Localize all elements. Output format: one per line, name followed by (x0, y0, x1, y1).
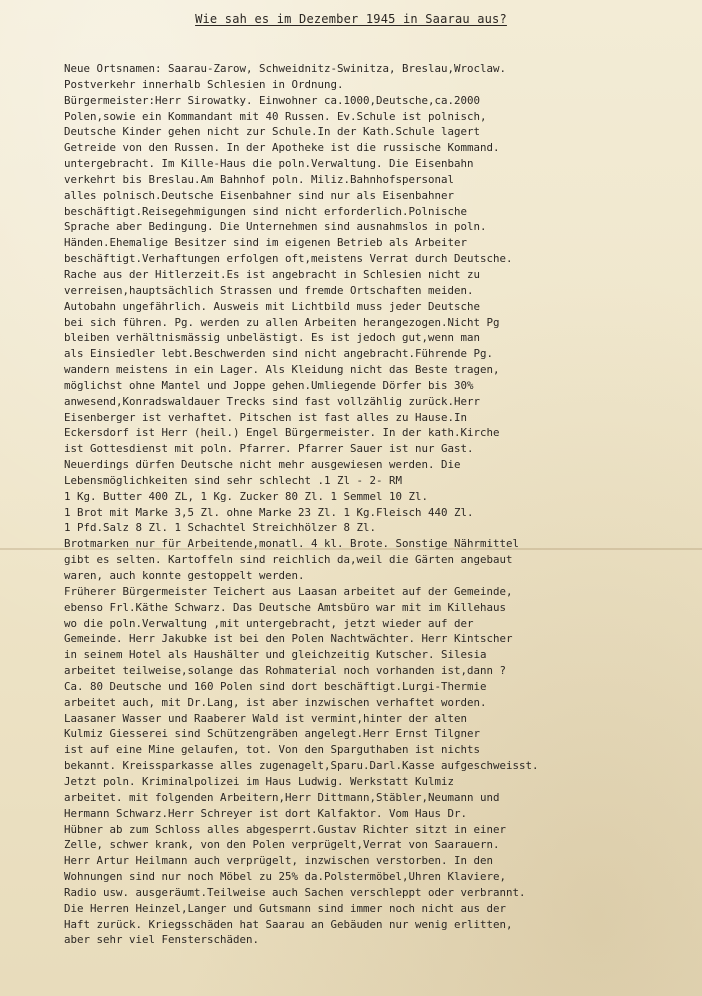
text-line: Zelle, schwer krank, von den Polen verprügelt,Verrat von Saarauern. (64, 838, 500, 852)
text-line: Kulmiz Giesserei sind Schützengräben angelegt.Herr Ernst Tilgner (64, 727, 481, 741)
text-line: 1 Brot mit Marke 3,5 Zl. ohne Marke 23 Zl. 1 Kg.Fleisch 440 Zl. (64, 505, 474, 519)
text-line: Neuerdings dürfen Deutsche nicht mehr ausgewiesen werden. Die (64, 458, 461, 472)
text-line: Händen.Ehemalige Besitzer sind im eigenen Betrieb als Arbeiter (64, 236, 468, 250)
text-line: arbeitet teilweise,solange das Rohmaterial noch vorhanden ist,dann ? (64, 664, 507, 678)
text-line: Bürgermeister:Herr Sirowatky. Einwohner ca.1000,Deutsche,ca.2000 (64, 93, 481, 107)
report-body (64, 61, 700, 948)
text-line: Ca. 80 Deutsche und 160 Polen sind dort beschäftigt.Lurgi-Thermie (64, 679, 487, 693)
text-line: Jetzt poln. Kriminalpolizei im Haus Ludwig. Werkstatt Kulmiz (64, 774, 455, 788)
text-line: verreisen,hauptsächlich Strassen und fremde Ortschaften meiden. (64, 283, 474, 297)
text-line: Postverkehr innerhalb Schlesien in Ordnung. (64, 77, 344, 91)
text-line: Radio usw. ausgeräumt.Teilweise auch Sachen verschleppt oder verbrannt. (64, 885, 526, 899)
text-line: Die Herren Heinzel,Langer und Gutsmann sind immer noch nicht aus der (64, 901, 507, 915)
text-line: waren, auch konnte gestoppelt werden. (64, 569, 305, 582)
text-line: wo die poln.Verwaltung ,mit untergebracht, jetzt wieder auf der (64, 616, 474, 630)
text-line: ist Gottesdienst mit poln. Pfarrer. Pfarrer Sauer ist nur Gast. (64, 442, 474, 456)
text-line: Getreide von den Russen. In der Apotheke ist die russische Kommand. (64, 141, 500, 155)
text-line: Deutsche Kinder gehen nicht zur Schule.In der Kath.Schule lagert (64, 125, 481, 139)
text-line: ist auf eine Mine gelaufen, tot. Von den Sparguthaben ist nichts (64, 743, 481, 757)
text-line: arbeitet auch, mit Dr.Lang, ist aber inzwischen verhaftet worden. (64, 695, 487, 709)
text-line: bei sich führen. Pg. werden zu allen Arbeiten herangezogen.Nicht Pg (64, 315, 500, 329)
text-line: anwesend,Konradswaldauer Trecks sind fast vollzählig zurück.Herr (64, 394, 481, 408)
text-line: möglichst ohne Mantel und Joppe gehen.Umliegende Dörfer bis 30% (64, 378, 474, 392)
text-line: Neue Ortsnamen: Saarau-Zarow, Schweidnitz-Swinitza, Breslau,Wroclaw. (64, 62, 507, 75)
text-line: als Einsiedler lebt.Beschwerden sind nicht angebracht.Führende Pg. (64, 347, 494, 361)
text-line: untergebracht. Im Kille-Haus die poln.Verwaltung. Die Eisenbahn (64, 157, 474, 171)
text-line: verkehrt bis Breslau.Am Bahnhof poln. Miliz.Bahnhofspersonal (64, 172, 455, 186)
text-line: Früherer Bürgermeister Teichert aus Laasan arbeitet auf der Gemeinde, (64, 584, 513, 598)
text-line: Eckersdorf ist Herr (heil.) Engel Bürgermeister. In der kath.Kirche (64, 426, 500, 440)
text-line: 1 Pfd.Salz 8 Zl. 1 Schachtel Streichhölzer 8 Zl. (64, 521, 377, 535)
text-line: Wohnungen sind nur noch Möbel zu 25% da.Polstermöbel,Uhren Klaviere, (64, 870, 507, 884)
text-line: Hübner ab zum Schloss alles abgesperrt.Gustav Richter sitzt in einer (64, 822, 507, 836)
text-line: Lebensmöglichkeiten sind sehr schlecht .1 Zl - 2- RM (64, 473, 403, 487)
text-line: Brotmarken nur für Arbeitende,monatl. 4 kl. Brote. Sonstige Nährmittel (64, 537, 520, 551)
text-line: beschäftigt.Reisegehmigungen sind nicht erforderlich.Polnische (64, 204, 468, 218)
text-line: Gemeinde. Herr Jakubke ist bei den Polen Nachtwächter. Herr Kintscher (64, 632, 513, 646)
text-line: arbeitet. mit folgenden Arbeitern,Herr Dittmann,Stäbler,Neumann und (64, 790, 500, 804)
text-line: aber sehr viel Fensterschäden. (64, 933, 260, 947)
text-line: gibt es selten. Kartoffeln sind reichlich da,weil die Gärten angebaut (64, 553, 513, 567)
text-line: beschäftigt.Verhaftungen erfolgen oft,meistens Verrat durch Deutsche. (64, 252, 513, 266)
text-line: Haft zurück. Kriegsschäden hat Saarau an Gebäuden nur wenig erlitten, (64, 917, 513, 931)
text-line: Eisenberger ist verhaftet. Pitschen ist fast alles zu Hause.In (64, 410, 468, 424)
text-line: 1 Kg. Butter 400 ZL, 1 Kg. Zucker 80 Zl. 1 Semmel 10 Zl. (64, 489, 429, 503)
text-line: ebenso Frl.Käthe Schwarz. Das Deutsche Amtsbüro war mit im Killehaus (64, 600, 507, 614)
text-line: Laasaner Wasser und Raaberer Wald ist vermint,hinter der alten (64, 711, 468, 725)
text-line: Sprache aber Bedingung. Die Unternehmen sind ausnahmslos in poln. (64, 220, 487, 234)
text-line: Autobahn ungefährlich. Ausweis mit Lichtbild muss jeder Deutsche (64, 299, 481, 313)
text-line: Hermann Schwarz.Herr Schreyer ist dort Kalfaktor. Vom Haus Dr. (64, 806, 468, 820)
text-line: Herr Artur Heilmann auch verprügelt, inzwischen verstorben. In den (64, 854, 494, 868)
text-line: Polen,sowie ein Kommandant mit 40 Russen. Ev.Schule ist polnisch, (64, 109, 487, 123)
text-line: Rache aus der Hitlerzeit.Es ist angebracht in Schlesien nicht zu (64, 267, 481, 281)
page-title: Wie sah es im Dezember 1945 in Saarau aus? (195, 12, 507, 26)
text-line: in seinem Hotel als Haushälter und gleichzeitig Kutscher. Silesia (64, 648, 487, 662)
text-line: wandern meistens in ein Lager. Als Kleidung nicht das Beste tragen, (64, 363, 500, 377)
text-line: bekannt. Kreissparkasse alles zugenagelt,Sparu.Darl.Kasse aufgeschweisst. (64, 759, 539, 773)
text-line: alles polnisch.Deutsche Eisenbahner sind nur als Eisenbahner (64, 188, 455, 202)
text-line: bleiben verhältnismässig unbelästigt. Es ist jedoch gut,wenn man (64, 331, 481, 345)
